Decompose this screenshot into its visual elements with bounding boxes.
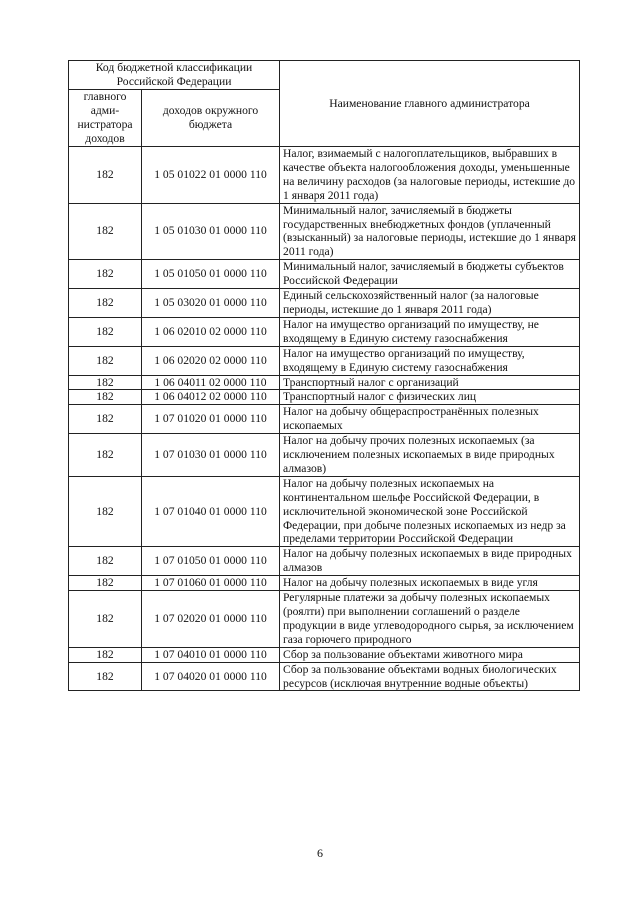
revenue-code-cell: 1 07 01030 01 0000 110 xyxy=(142,434,280,477)
administrator-name-cell: Регулярные платежи за добычу полезных ископаемых (роялти) при выполнении соглашений о разделе продукции в виде углеводородного сырья, за исключением газа горючего природного xyxy=(280,591,580,648)
admin-code-cell: 182 xyxy=(69,390,142,405)
table-row xyxy=(69,647,580,662)
administrator-name-cell: Налог на добычу полезных ископаемых на континентальном шельфе Российской Федерации, в исключительной экономической зоне Российской Федерации, при добыче полезных ископаемых из недр за пределами территории Российской Федерации xyxy=(280,476,580,547)
revenue-code-cell: 1 07 01040 01 0000 110 xyxy=(142,476,280,547)
administrator-name-cell: Налог на имущество организаций по имуществу, не входящему в Единую систему газоснабжения xyxy=(280,317,580,346)
admin-code-cell: 182 xyxy=(69,260,142,289)
administrator-name-cell: Налог, взимаемый с налогоплательщиков, выбравших в качестве объекта налогообложения доходы, уменьшенные на величину расходов (за налоговые периоды, истекшие до 1 января 2011 года) xyxy=(280,147,580,204)
admin-code-cell: 182 xyxy=(69,591,142,648)
table-row xyxy=(69,260,580,289)
table-row xyxy=(69,547,580,576)
admin-code-cell: 182 xyxy=(69,147,142,204)
table-row xyxy=(69,346,580,375)
administrator-name-cell: Минимальный налог, зачисляемый в бюджеты субъектов Российской Федерации xyxy=(280,260,580,289)
revenue-code-cell: 1 06 04011 02 0000 110 xyxy=(142,375,280,390)
revenue-code-cell: 1 07 01020 01 0000 110 xyxy=(142,405,280,434)
admin-code-cell: 182 xyxy=(69,576,142,591)
table-row xyxy=(69,576,580,591)
admin-code-cell: 182 xyxy=(69,434,142,477)
administrator-name-cell: Налог на добычу полезных ископаемых в виде природных алмазов xyxy=(280,547,580,576)
administrator-name-cell: Минимальный налог, зачисляемый в бюджеты государственных внебюджетных фондов (уплаченный (взысканный) за налоговые периоды, истекшие до 1 января 2011 года) xyxy=(280,203,580,260)
table-header xyxy=(69,61,580,147)
table-row xyxy=(69,405,580,434)
revenue-code-cell: 1 07 02020 01 0000 110 xyxy=(142,591,280,648)
admin-code-cell: 182 xyxy=(69,476,142,547)
admin-code-cell: 182 xyxy=(69,289,142,318)
revenue-code-cell: 1 07 04010 01 0000 110 xyxy=(142,647,280,662)
page-number: 6 xyxy=(317,846,323,860)
table-row xyxy=(69,203,580,260)
main-administrator-header: главного адми-нистратора доходов xyxy=(69,90,142,147)
administrator-name-cell: Единый сельскохозяйственный налог (за налоговые периоды, истекшие до 1 января 2011 года) xyxy=(280,289,580,318)
revenue-code-cell: 1 06 02010 02 0000 110 xyxy=(142,317,280,346)
admin-code-cell: 182 xyxy=(69,375,142,390)
revenue-code-cell: 1 05 01022 01 0000 110 xyxy=(142,147,280,204)
administrator-name-cell: Налог на добычу полезных ископаемых в виде угля xyxy=(280,576,580,591)
revenue-code-cell: 1 07 04020 01 0000 110 xyxy=(142,662,280,691)
district-budget-revenue-header: доходов окружного бюджета xyxy=(142,90,280,147)
admin-code-cell: 182 xyxy=(69,346,142,375)
table-row xyxy=(69,591,580,648)
table-row xyxy=(69,390,580,405)
table-row xyxy=(69,434,580,477)
admin-code-cell: 182 xyxy=(69,405,142,434)
administrator-name-cell: Налог на добычу прочих полезных ископаемых (за исключением полезных ископаемых в виде природных алмазов) xyxy=(280,434,580,477)
administrator-name-cell: Транспортный налог с физических лиц xyxy=(280,390,580,405)
revenue-code-cell: 1 07 01050 01 0000 110 xyxy=(142,547,280,576)
revenue-code-cell: 1 07 01060 01 0000 110 xyxy=(142,576,280,591)
admin-code-cell: 182 xyxy=(69,317,142,346)
table-row xyxy=(69,317,580,346)
administrator-name-cell: Налог на добычу общераспространённых полезных ископаемых xyxy=(280,405,580,434)
revenue-code-cell: 1 05 03020 01 0000 110 xyxy=(142,289,280,318)
revenue-code-cell: 1 05 01030 01 0000 110 xyxy=(142,203,280,260)
table-row xyxy=(69,289,580,318)
revenue-code-cell: 1 06 02020 02 0000 110 xyxy=(142,346,280,375)
administrator-name-cell: Транспортный налог с организаций xyxy=(280,375,580,390)
table-row xyxy=(69,375,580,390)
revenue-code-cell: 1 06 04012 02 0000 110 xyxy=(142,390,280,405)
admin-code-cell: 182 xyxy=(69,547,142,576)
table-row xyxy=(69,476,580,547)
admin-code-cell: 182 xyxy=(69,662,142,691)
table-body xyxy=(69,147,580,691)
admin-code-cell: 182 xyxy=(69,203,142,260)
administrator-name-cell: Налог на имущество организаций по имуществу, входящему в Единую систему газоснабжения xyxy=(280,346,580,375)
revenue-code-cell: 1 05 01050 01 0000 110 xyxy=(142,260,280,289)
admin-code-cell: 182 xyxy=(69,647,142,662)
table-row xyxy=(69,662,580,691)
table-row xyxy=(69,147,580,204)
budget-classification-table xyxy=(68,60,580,691)
administrator-name-header: Наименование главного администратора xyxy=(280,61,580,147)
budget-code-group-header: Код бюджетной классификации Российской Федерации xyxy=(69,61,280,90)
administrator-name-cell: Сбор за пользование объектами водных биологических ресурсов (исключая внутренние водные объекты) xyxy=(280,662,580,691)
administrator-name-cell: Сбор за пользование объектами животного мира xyxy=(280,647,580,662)
